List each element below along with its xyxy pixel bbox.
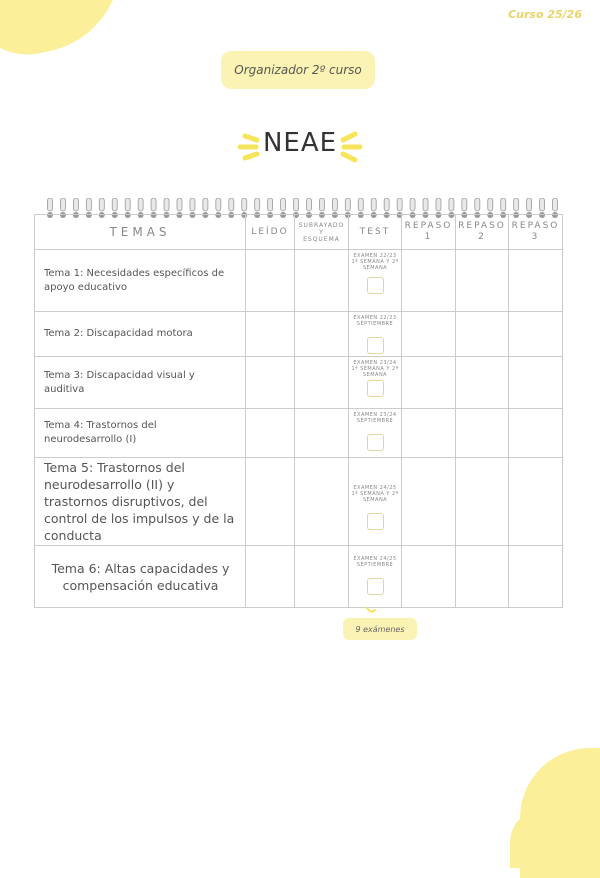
table-row: [35, 409, 563, 458]
spiral-ring: [527, 198, 532, 211]
header-temas: TEMAS: [35, 215, 246, 250]
repaso-1-cell[interactable]: [402, 250, 456, 312]
header-repaso-3: REPASO 3: [509, 215, 563, 250]
spiral-ring: [371, 198, 376, 211]
repaso-1-cell[interactable]: [402, 357, 456, 409]
organizer-label: Organizador 2º curso: [234, 63, 362, 77]
test-cell: [349, 458, 402, 546]
spiral-ring: [475, 198, 480, 211]
spiral-ring: [384, 198, 389, 211]
spiral-ring: [319, 198, 324, 211]
test-checkbox[interactable]: [367, 277, 384, 294]
spiral-ring: [86, 198, 91, 211]
exams-count-label: 9 exámenes: [355, 624, 405, 634]
spiral-ring: [436, 198, 441, 211]
repaso-3-cell[interactable]: [509, 250, 563, 312]
table-row: [35, 312, 563, 357]
decorative-blob-top-left: [0, 0, 138, 66]
test-cell: [349, 546, 402, 608]
repaso-3-cell[interactable]: [509, 409, 563, 458]
repaso-2-cell[interactable]: [456, 458, 509, 546]
spiral-ring: [514, 198, 519, 211]
test-note: EXAMEN 24/25 1ª SEMANA Y 2ª SEMANA: [351, 485, 399, 503]
spiral-ring: [397, 198, 402, 211]
subrayado-cell[interactable]: [295, 357, 349, 409]
test-checkbox[interactable]: [367, 434, 384, 451]
spiral-ring: [268, 198, 273, 211]
header-repaso-1: REPASO 1: [402, 215, 456, 250]
header-subrayado: SUBRAYADO Y ESQUEMA: [295, 215, 349, 250]
spiral-ring: [410, 198, 415, 211]
leido-cell[interactable]: [246, 546, 295, 608]
leido-cell[interactable]: [246, 409, 295, 458]
repaso-3-cell[interactable]: [509, 357, 563, 409]
table-header-row: [35, 215, 563, 250]
repaso-1-cell[interactable]: [402, 546, 456, 608]
spiral-ring: [177, 198, 182, 211]
table-row: [35, 458, 563, 546]
organizer-pill: [221, 51, 375, 89]
topic-cell: Tema 2: Discapacidad motora: [35, 312, 246, 357]
test-cell: [349, 312, 402, 357]
spiral-ring: [332, 198, 337, 211]
topics-table: [34, 214, 563, 608]
topic-cell: Tema 1: Necesidades específicos de apoyo educativo: [35, 250, 246, 312]
topic-cell: Tema 3: Discapacidad visual y auditiva: [35, 357, 246, 409]
subrayado-cell[interactable]: [295, 546, 349, 608]
repaso-2-cell[interactable]: [456, 546, 509, 608]
page-title: NEAE: [262, 128, 338, 158]
test-note: EXAMEN 24/25 SEPTIEMBRE: [353, 556, 397, 568]
repaso-1-cell[interactable]: [402, 458, 456, 546]
leido-cell[interactable]: [246, 458, 295, 546]
arrow-down-icon: [365, 606, 377, 618]
spiral-ring: [242, 198, 247, 211]
spiral-ring: [281, 198, 286, 211]
spiral-ring: [164, 198, 169, 211]
school-year-label: Curso 25/26: [508, 8, 582, 21]
spiral-ring: [553, 198, 558, 211]
test-cell: [349, 409, 402, 458]
leido-cell[interactable]: [246, 250, 295, 312]
test-note: EXAMEN 22/23 SEPTIEMBRE: [353, 315, 397, 327]
test-cell: [349, 357, 402, 409]
topic-cell: Tema 6: Altas capacidades y compensación educativa: [35, 546, 246, 608]
spiral-ring: [112, 198, 117, 211]
leido-cell[interactable]: [246, 312, 295, 357]
spiral-ring: [138, 198, 143, 211]
subrayado-cell[interactable]: [295, 312, 349, 357]
spiral-ring: [345, 198, 350, 211]
topic-cell: Tema 5: Trastornos del neurodesarrollo (II) y trastornos disruptivos, del control de los impulsos y de la conducta: [35, 458, 246, 546]
spiral-ring: [99, 198, 104, 211]
spiral-ring: [294, 198, 299, 211]
spiral-ring: [423, 198, 428, 211]
header-test: TEST: [349, 215, 402, 250]
spiral-ring: [462, 198, 467, 211]
spiral-ring: [540, 198, 545, 211]
spiral-ring: [151, 198, 156, 211]
repaso-2-cell[interactable]: [456, 409, 509, 458]
repaso-2-cell[interactable]: [456, 357, 509, 409]
spiral-ring: [229, 198, 234, 211]
test-checkbox[interactable]: [367, 380, 384, 397]
spiral-ring: [48, 198, 53, 211]
exams-count-pill: [343, 618, 417, 640]
test-cell: [349, 250, 402, 312]
subrayado-cell[interactable]: [295, 409, 349, 458]
repaso-3-cell[interactable]: [509, 312, 563, 357]
table-row: [35, 546, 563, 608]
spiral-ring: [73, 198, 78, 211]
test-checkbox[interactable]: [367, 578, 384, 595]
test-note: EXAMEN 23/24 1ª SEMANA Y 2ª SEMANA: [351, 360, 399, 378]
test-note: EXAMEN 22/23 1ª SEMANA Y 2ª SEMANA: [351, 253, 399, 271]
test-checkbox[interactable]: [367, 513, 384, 530]
test-checkbox[interactable]: [367, 337, 384, 354]
spiral-ring: [449, 198, 454, 211]
topic-cell: Tema 4: Trastornos del neurodesarrollo (I): [35, 409, 246, 458]
spiral-ring: [190, 198, 195, 211]
spiral-ring: [60, 198, 65, 211]
header-leido: LEÍDO: [246, 215, 295, 250]
table-row: [35, 250, 563, 312]
spiral-ring: [501, 198, 506, 211]
leido-cell[interactable]: [246, 357, 295, 409]
spiral-ring: [203, 198, 208, 211]
header-repaso-2: REPASO 2: [456, 215, 509, 250]
repaso-2-cell[interactable]: [456, 250, 509, 312]
subrayado-cell[interactable]: [295, 250, 349, 312]
repaso-3-cell[interactable]: [509, 458, 563, 546]
repaso-3-cell[interactable]: [509, 546, 563, 608]
spiral-ring: [488, 198, 493, 211]
test-note: EXAMEN 23/24 SEPTIEMBRE: [353, 412, 397, 424]
table-row: [35, 357, 563, 409]
spiral-ring: [125, 198, 130, 211]
spiral-ring: [216, 198, 221, 211]
spiral-ring: [358, 198, 363, 211]
spiral-ring: [306, 198, 311, 211]
repaso-1-cell[interactable]: [402, 312, 456, 357]
spiral-ring: [255, 198, 260, 211]
repaso-1-cell[interactable]: [402, 409, 456, 458]
repaso-2-cell[interactable]: [456, 312, 509, 357]
subrayado-cell[interactable]: [295, 458, 349, 546]
